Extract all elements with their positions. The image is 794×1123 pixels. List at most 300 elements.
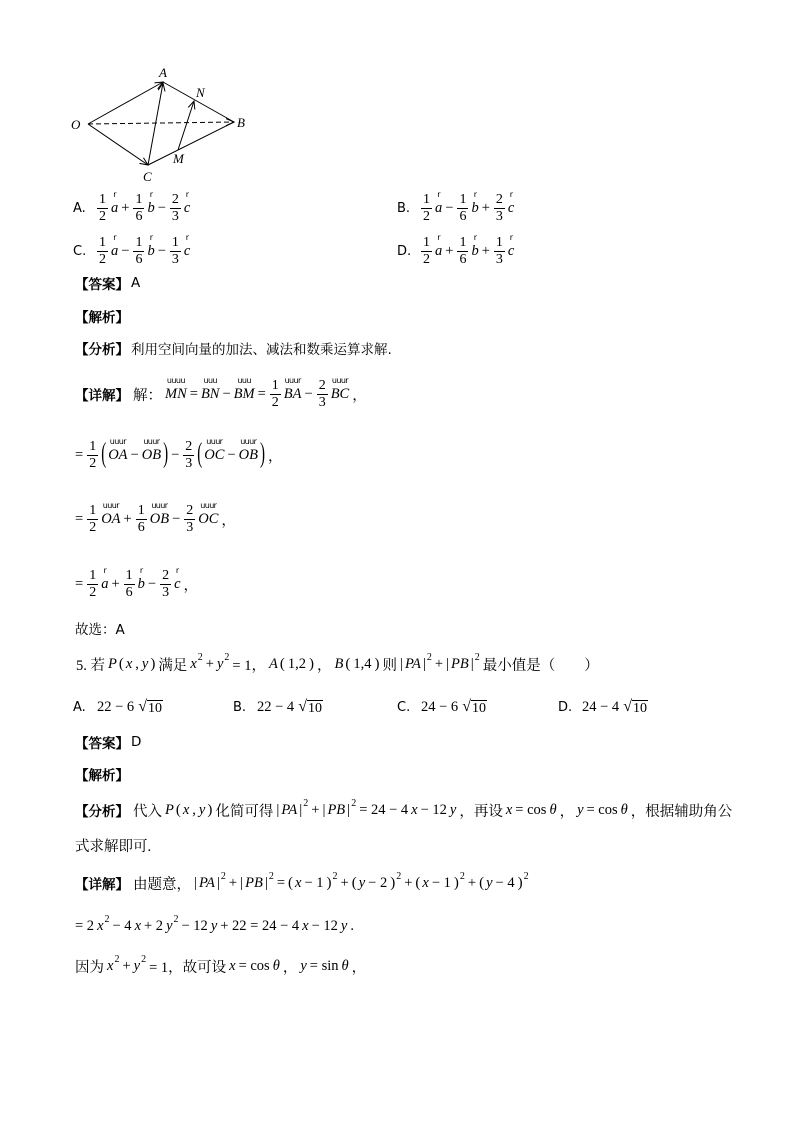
fraction	[97, 192, 108, 225]
vector-arrow-mark: r	[149, 232, 153, 242]
vector-symbol: a	[111, 242, 119, 259]
fraction-numerator: 1	[171, 234, 179, 250]
math-text: 最小值是（ ）	[482, 657, 599, 674]
math-text: − 1	[304, 874, 324, 891]
math-text: 解：	[133, 387, 162, 404]
superscript: 2	[197, 651, 203, 663]
math-text: = cos	[515, 801, 547, 818]
math-text: ，	[282, 959, 298, 976]
q5-detail-line-2	[73, 913, 356, 939]
radical-sign: √	[623, 697, 632, 715]
delimiter: |	[240, 874, 244, 891]
fraction	[124, 568, 135, 601]
detail-heading: 【详解】	[75, 388, 129, 404]
delimiter: )	[374, 655, 380, 672]
superscript: 2	[332, 870, 338, 882]
vector-symbol: BA	[283, 385, 302, 402]
radicand: 10	[632, 700, 647, 716]
math-text: .	[350, 917, 354, 934]
vector-arrow-mark: r	[149, 189, 153, 199]
detail-formula	[73, 565, 200, 601]
fraction-denominator: 3	[171, 208, 179, 224]
detail-formula	[73, 500, 238, 536]
math-text: −	[130, 446, 139, 463]
fraction-denominator: 2	[89, 519, 97, 535]
vector	[111, 232, 119, 260]
fraction	[133, 235, 144, 268]
fraction	[170, 235, 181, 268]
math-variable: y	[216, 655, 224, 672]
delimiter: |	[399, 655, 403, 672]
delimiter: (	[197, 438, 203, 470]
radicand: 10	[471, 700, 486, 716]
answer-value: A	[131, 275, 141, 291]
delimiter: )	[517, 874, 523, 891]
vector-arrow-mark: uuur	[206, 436, 223, 446]
q5-detail-line-3	[73, 953, 368, 979]
math-text: = 1，故可设	[149, 959, 227, 976]
fraction-denominator: 6	[125, 584, 133, 600]
math-text: −	[147, 575, 157, 592]
math-text: =	[75, 446, 84, 463]
option-label: C.	[73, 243, 87, 259]
math-text: +	[481, 242, 490, 259]
q4-detail-line-3	[73, 497, 238, 541]
fraction-numerator: 1	[423, 191, 430, 207]
math-text: =	[276, 874, 286, 891]
vector-symbol: b	[471, 199, 479, 216]
q5-option-c	[397, 694, 487, 720]
q4-detail-line-2	[73, 433, 284, 477]
fraction-numerator: 1	[459, 234, 467, 250]
math-text: = cos	[586, 801, 618, 818]
option-label: D.	[397, 243, 412, 259]
fraction-denominator: 3	[186, 519, 194, 535]
delimiter: (	[118, 655, 124, 672]
option-formula	[419, 698, 487, 717]
option-formula	[419, 189, 515, 225]
fraction-numerator: 1	[459, 191, 467, 207]
vector-arrow-mark: uuur	[143, 436, 160, 446]
delimiter: |	[322, 801, 326, 818]
math-text: 22 − 6	[97, 698, 135, 715]
vector	[200, 375, 220, 403]
option-label: B.	[397, 200, 411, 216]
math-text: ，再设	[459, 803, 503, 820]
math-text: =	[75, 510, 84, 527]
delimiter: )	[150, 655, 156, 672]
math-text: +	[121, 199, 130, 216]
math-text: 代入	[133, 803, 162, 820]
math-text: + 2	[144, 917, 164, 934]
vector-arrow-mark: r	[473, 232, 477, 242]
vector-arrow-mark: r	[139, 565, 143, 575]
fraction	[457, 192, 468, 225]
point-label-a: A	[159, 65, 167, 80]
vector	[111, 189, 119, 217]
delimiter: )	[390, 874, 396, 891]
superscript: 2	[351, 797, 357, 809]
math-variable: x	[125, 655, 133, 672]
math-variable: x	[97, 917, 104, 934]
fraction-numerator: 1	[271, 377, 279, 393]
q5-analysis-line-1	[75, 797, 734, 823]
vector	[165, 375, 187, 403]
q4-option-a	[73, 189, 191, 227]
fraction-numerator: 1	[495, 234, 503, 250]
fraction	[494, 192, 505, 225]
delimiter: |	[276, 801, 280, 818]
math-text: 满足	[158, 657, 188, 674]
fraction	[184, 503, 195, 536]
superscript: 2	[141, 953, 147, 965]
math-variable: A	[268, 655, 278, 672]
q4-detail-line-4	[73, 562, 200, 606]
vector-symbol: OB	[238, 446, 258, 463]
fraction	[87, 503, 98, 536]
fraction-numerator: 1	[89, 502, 97, 518]
math-text: +	[481, 199, 490, 216]
vector	[233, 375, 255, 403]
fraction	[170, 192, 181, 225]
analysis-formula	[73, 835, 153, 856]
math-text: −	[157, 242, 166, 259]
math-variable: x	[411, 801, 418, 818]
delimiter: (	[288, 874, 294, 891]
vector	[147, 232, 155, 260]
vector	[238, 436, 258, 464]
fraction	[183, 439, 194, 472]
fraction	[87, 568, 98, 601]
vector-symbol: a	[101, 575, 109, 592]
delimiter: )	[259, 438, 265, 470]
q4-analysis	[75, 338, 392, 358]
point-label-b: B	[237, 115, 245, 130]
math-text: 则	[382, 657, 397, 674]
delimiter: |	[264, 874, 268, 891]
fraction-numerator: 2	[495, 191, 503, 207]
option-label: A.	[73, 200, 86, 216]
q5-stem	[74, 651, 601, 677]
vector-arrow-mark: r	[113, 232, 116, 242]
vector-symbol: a	[435, 199, 443, 216]
vector-symbol: OA	[108, 446, 128, 463]
answer-value: D	[131, 734, 142, 750]
radicand: 10	[147, 700, 162, 716]
math-text: 因为	[75, 959, 104, 976]
math-variable: x	[229, 957, 236, 974]
fraction-denominator: 3	[318, 394, 326, 410]
math-variable: PA	[404, 655, 421, 672]
math-variable: y	[300, 957, 307, 974]
vector-symbol: a	[111, 199, 119, 216]
fraction-denominator: 6	[137, 519, 145, 535]
fraction	[97, 235, 108, 268]
q4-option-b	[397, 189, 515, 227]
vector-symbol: OA	[101, 510, 121, 527]
math-variable: θ	[272, 957, 280, 974]
question-stem	[74, 651, 601, 675]
math-variable: B	[334, 655, 344, 672]
fraction	[133, 192, 144, 225]
delimiter: |	[470, 655, 474, 672]
q4-option-c	[73, 232, 191, 270]
radicand: 10	[307, 700, 322, 716]
superscript: 2	[220, 870, 226, 882]
math-text: 24 − 4	[582, 698, 620, 715]
delimiter: |	[299, 801, 303, 818]
math-text: = sin	[309, 957, 339, 974]
math-text: ，	[316, 657, 332, 674]
vector-arrow-mark: uuuu	[166, 375, 185, 385]
vector-arrow-mark: uuur	[240, 436, 257, 446]
fraction-denominator: 6	[459, 251, 467, 267]
vector-symbol: BM	[233, 385, 255, 402]
vector-symbol: c	[183, 242, 191, 259]
math-text: 化简可得	[215, 803, 274, 820]
math-text: ，	[221, 512, 236, 529]
math-text: − 2	[368, 874, 388, 891]
fraction-numerator: 1	[89, 438, 97, 454]
math-variable: P	[165, 801, 174, 818]
solution-heading: 【解析】	[75, 310, 129, 326]
vector-symbol: OC	[198, 510, 219, 527]
fraction-denominator: 3	[495, 251, 503, 267]
math-text: +	[467, 874, 477, 891]
math-text: = 1，	[232, 657, 266, 674]
vector	[507, 232, 515, 260]
math-text: =	[189, 385, 198, 402]
math-text: +	[340, 874, 349, 891]
superscript: 2	[523, 870, 529, 882]
math-variable: θ	[341, 957, 349, 974]
vector-arrow-mark: uuur	[200, 500, 217, 510]
fraction	[136, 503, 147, 536]
vector-arrow-mark: uuur	[331, 375, 349, 385]
point-label-n: N	[196, 85, 205, 100]
math-text: ,	[135, 655, 139, 672]
superscript: 2	[303, 797, 309, 809]
vector	[507, 189, 515, 217]
q5-analysis-line-2	[73, 835, 153, 855]
delimiter: )	[163, 438, 169, 470]
math-text: +	[111, 575, 120, 592]
math-text: ，	[352, 387, 367, 404]
superscript: 2	[104, 913, 110, 925]
option-formula	[255, 698, 323, 717]
vector	[147, 189, 155, 217]
radical-sign: √	[138, 697, 147, 715]
math-text: ，	[559, 803, 575, 820]
vector-symbol: c	[507, 199, 515, 216]
square-root	[462, 698, 487, 717]
square-root	[298, 698, 323, 717]
delimiter: (	[175, 801, 181, 818]
vector-symbol: OB	[141, 446, 162, 463]
superscript: 2	[474, 651, 480, 663]
fraction-numerator: 2	[186, 502, 194, 518]
fraction-numerator: 2	[171, 191, 179, 207]
analysis-text: 利用空间向量的加法、减法和数乘运算求解.	[131, 342, 392, 358]
vector-symbol: a	[435, 242, 443, 259]
vector-symbol: OC	[204, 446, 225, 463]
fraction-numerator: 1	[423, 234, 430, 250]
math-variable: θ	[620, 801, 628, 818]
math-text: = cos	[238, 957, 270, 974]
detail-formula	[131, 375, 369, 411]
math-variable: y	[486, 874, 493, 891]
superscript: 2	[426, 651, 432, 663]
delimiter: )	[326, 874, 332, 891]
math-variable: θ	[549, 801, 557, 818]
option-label: D.	[558, 699, 573, 715]
fraction-numerator: 1	[125, 567, 133, 583]
edge-cb	[148, 122, 234, 165]
math-text: 式求解即可.	[75, 838, 152, 855]
option-label: B.	[233, 699, 247, 715]
delimiter: )	[453, 874, 459, 891]
vector	[204, 436, 225, 464]
q5-option-b	[233, 694, 323, 720]
math-text: 1,2	[287, 655, 306, 672]
math-text: +	[122, 957, 131, 974]
math-text: = 2	[75, 917, 95, 934]
delimiter: (	[101, 438, 107, 470]
math-text: +	[445, 242, 454, 259]
math-text: − 4	[112, 917, 132, 934]
math-text: ，根据辅助角公	[630, 803, 733, 820]
vector-symbol: c	[183, 199, 191, 216]
q4-choice	[75, 618, 125, 638]
detail-formula	[73, 913, 356, 935]
vector-arrow-mark: r	[103, 565, 107, 575]
vector-symbol: BC	[330, 385, 350, 402]
vector-arrow-mark: uuur	[151, 500, 168, 510]
vector	[471, 232, 479, 260]
radical-sign: √	[462, 697, 471, 715]
vector	[137, 565, 145, 593]
q4-solution-title	[75, 306, 131, 326]
vector-symbol: OB	[149, 510, 170, 527]
q4-option-d	[397, 232, 515, 270]
math-text: − 12	[181, 917, 208, 934]
superscript: 2	[396, 870, 402, 882]
vector	[283, 375, 302, 403]
fraction-denominator: 2	[271, 394, 279, 410]
choice-text: 故选：A	[75, 622, 125, 638]
math-text: ，	[267, 448, 283, 465]
math-variable: PA	[199, 874, 215, 891]
radical-sign: √	[298, 697, 307, 715]
math-text: − 12	[311, 917, 338, 934]
fraction-numerator: 2	[162, 567, 170, 583]
vector-symbol: c	[507, 242, 515, 259]
vector	[149, 500, 170, 528]
math-variable: x	[295, 874, 302, 891]
vector	[198, 500, 219, 528]
math-variable: x	[190, 655, 197, 672]
math-text: −	[445, 199, 454, 216]
vector-arrow-mark: uuu	[203, 375, 217, 385]
math-variable: x	[134, 917, 141, 934]
fraction	[494, 235, 505, 268]
vector	[174, 565, 181, 593]
fraction	[457, 235, 468, 268]
math-text: ，	[351, 959, 367, 976]
vector	[108, 436, 128, 464]
fraction-denominator: 3	[495, 208, 503, 224]
math-variable: y	[449, 801, 457, 818]
math-text: + 22 = 24 − 4	[220, 917, 300, 934]
fraction	[87, 439, 98, 472]
option-label: A.	[73, 699, 86, 715]
vector	[141, 436, 162, 464]
math-text: 22 − 4	[257, 698, 295, 715]
q5-answer	[75, 732, 141, 752]
vector	[183, 232, 191, 260]
math-text: = 24 − 4	[359, 801, 409, 818]
vector-arrow-mark: uuur	[109, 436, 126, 446]
delimiter: (	[415, 874, 421, 891]
math-variable: x	[107, 957, 114, 974]
point-label-o: O	[71, 117, 81, 132]
delimiter: (	[479, 874, 485, 891]
math-variable: y	[210, 917, 218, 934]
analysis-heading: 【分析】	[75, 804, 129, 820]
vector-arrow-mark: r	[185, 189, 189, 199]
detail-formula	[73, 436, 284, 472]
math-text: −	[172, 510, 181, 527]
math-text: −	[227, 446, 236, 463]
option-formula	[95, 698, 163, 717]
math-text: − 12	[420, 801, 447, 818]
math-text: −	[222, 385, 231, 402]
vector-arrow-mark: uuur	[284, 375, 301, 385]
fraction-numerator: 1	[99, 191, 106, 207]
vector-arrow-mark: r	[113, 189, 116, 199]
fraction-denominator: 3	[171, 251, 179, 267]
math-variable: x	[182, 801, 190, 818]
fraction-numerator: 1	[99, 234, 106, 250]
math-variable: PB	[327, 801, 346, 818]
math-text: +	[228, 874, 238, 891]
fraction-denominator: 3	[185, 455, 193, 471]
point-label-c: C	[143, 169, 152, 184]
delimiter: |	[216, 874, 220, 891]
math-variable: y	[577, 801, 584, 818]
q4-detail-line-1	[75, 372, 369, 416]
vector	[435, 232, 443, 260]
delimiter: |	[194, 874, 198, 891]
vector-arrow-mark: r	[509, 189, 513, 199]
fraction	[421, 235, 432, 268]
option-formula	[95, 232, 191, 268]
analysis-heading: 【分析】	[75, 342, 129, 358]
vector-arrow-mark: r	[437, 189, 440, 199]
math-text: −	[304, 385, 313, 402]
math-variable: y	[141, 655, 149, 672]
vector-ob-dashed	[88, 122, 234, 124]
math-text: −	[157, 199, 166, 216]
math-text: =	[75, 575, 84, 592]
vector-arrow-mark: r	[185, 232, 189, 242]
math-text: +	[404, 874, 413, 891]
vector	[101, 565, 109, 593]
answer-heading: 【答案】	[75, 736, 129, 752]
vector	[101, 500, 121, 528]
vector-oc	[88, 124, 148, 165]
vector-symbol: MN	[165, 385, 187, 402]
